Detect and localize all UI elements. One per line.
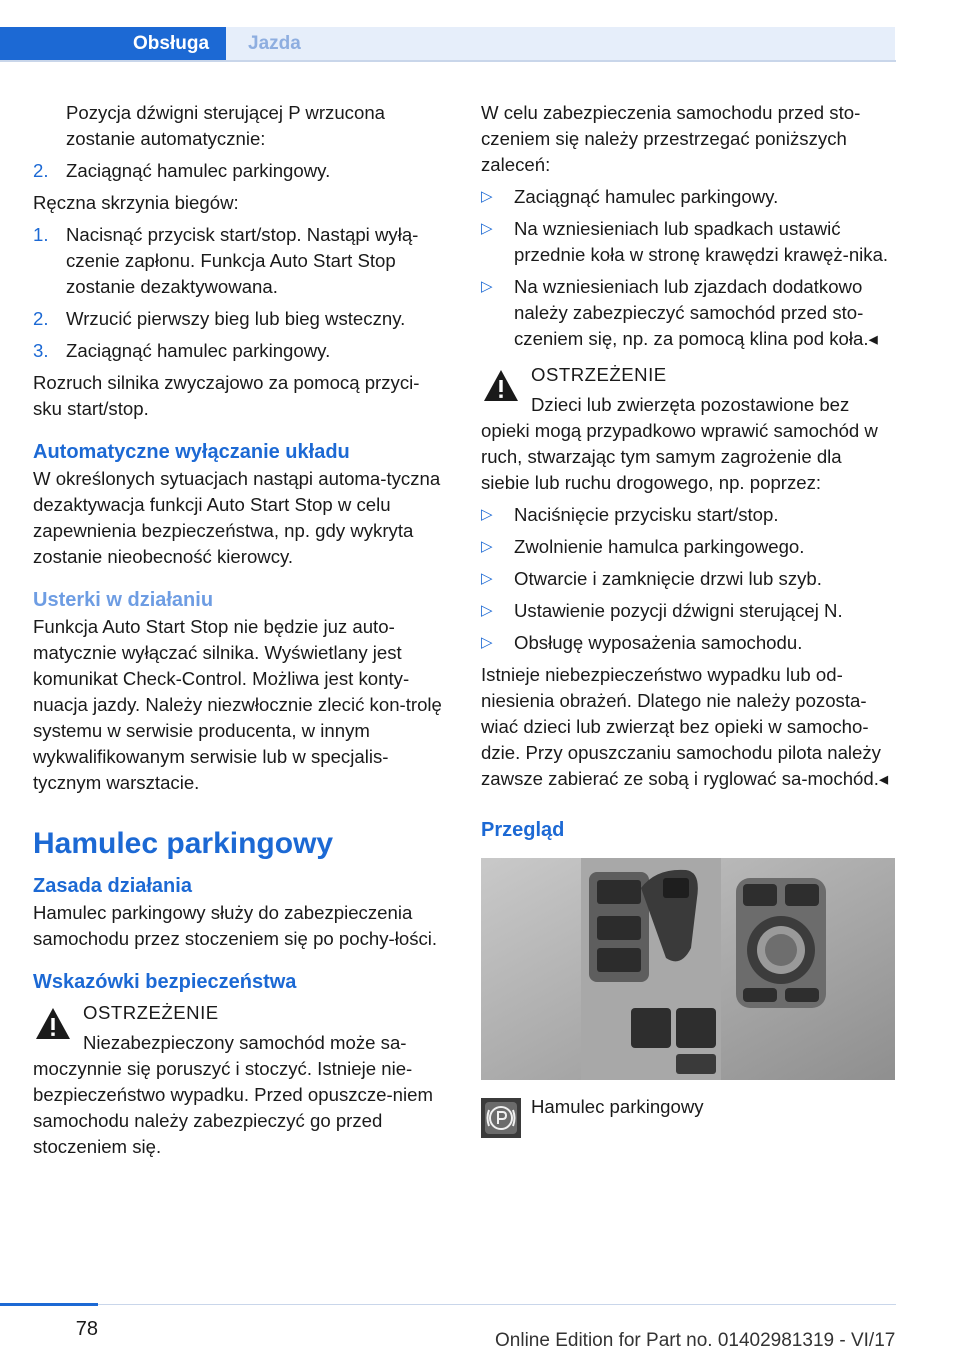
bullet-icon: ▷ bbox=[481, 634, 493, 651]
caption-text: Hamulec parkingowy bbox=[531, 1096, 704, 1117]
list-text: Zaciągnąć hamulec parkingowy. bbox=[66, 340, 331, 361]
footer-rule bbox=[98, 1304, 896, 1305]
bullet-icon: ▷ bbox=[481, 570, 493, 587]
header-tabs bbox=[0, 27, 895, 60]
list-item bbox=[33, 338, 447, 364]
list-text: Na wzniesieniach lub spadkach ustawić przednie koła w stronę krawędzi krawęż-nika. bbox=[514, 218, 889, 265]
list-item bbox=[481, 274, 895, 352]
list-item bbox=[481, 184, 895, 210]
heading-parking-brake: Hamulec parkingowy bbox=[33, 827, 334, 860]
right-column bbox=[481, 100, 895, 1138]
list-text: Zwolnienie hamulca parkingowego. bbox=[514, 536, 805, 557]
heading-faults: Usterki w działaniu bbox=[33, 589, 214, 611]
bullet-icon: ▷ bbox=[481, 220, 493, 237]
list-text: Nacisnąć przycisk start/stop. Nastąpi wyłą-czenie zapłonu. Funkcja Auto Start Stop zostanie dezaktywowana. bbox=[66, 224, 419, 297]
list-item bbox=[481, 534, 895, 560]
heading-safety: Wskazówki bezpieczeństwa bbox=[33, 971, 297, 993]
warning-text: Niezabezpieczony samochód może sa-moczynnie się poruszyć i stoczyć. Istnieje nie-bezpieczeństwo wypadku. Przed opuszcze-niem samochodu należy zabezpieczyć go przed stoczeniem się. bbox=[33, 1032, 433, 1157]
auto-off-text: W określonych sytuacjach nastąpi automa-tyczna dezaktywacja funkcji Auto Start Stop w celu zapewnienia bezpieczeństwa, np. gdy wykryta zostanie nieobecność kierowcy. bbox=[33, 468, 441, 567]
tab-obsluga[interactable]: Obsługa bbox=[0, 27, 226, 60]
list-number: 2. bbox=[33, 160, 49, 181]
list-item bbox=[481, 630, 895, 656]
heading-auto-off: Automatyczne wyłączanie układu bbox=[33, 441, 350, 463]
list-text: Otwarcie i zamknięcie drzwi lub szyb. bbox=[514, 568, 822, 589]
warning-triangle-icon bbox=[33, 1004, 73, 1044]
list-item bbox=[481, 502, 895, 528]
footer-accent-bar bbox=[0, 1303, 98, 1306]
list-text: Na wzniesieniach lub zjazdach dodatkowo należy zabezpieczyć samochód przed sto-czeniem się, np. za pomocą klina pod koła.◂ bbox=[514, 276, 878, 349]
heading-overview: Przegląd bbox=[481, 819, 565, 841]
list-text: Naciśnięcie przycisku start/stop. bbox=[514, 504, 779, 525]
edition-text: Online Edition for Part no. 01402981319 - VI/17 bbox=[495, 1330, 896, 1351]
list-text: Zaciągnąć hamulec parkingowy. bbox=[66, 160, 331, 181]
heading-principle: Zasada działania bbox=[33, 875, 192, 897]
list-item bbox=[481, 566, 895, 592]
list-text: Obsługę wyposażenia samochodu. bbox=[514, 632, 803, 653]
continued-text: Pozycja dźwigni sterującej P wrzucona zostanie automatycznie: bbox=[66, 102, 385, 149]
figure-caption bbox=[481, 1098, 895, 1138]
right-intro: W celu zabezpieczenia samochodu przed sto-czeniem się należy przestrzegać poniższych zaleceń: bbox=[481, 102, 861, 175]
warning-outro: Istnieje niebezpieczeństwo wypadku lub od-niesienia obrażeń. Dlatego nie należy pozosta-wiać dzieci lub zwierząt bez opieki w samocho-dzie. Przy opuszczaniu samochodu pilota należy zawsze zabierać ze sobą i ryglować sa-mochód.◂ bbox=[481, 664, 889, 789]
page-number: 78 bbox=[75, 1318, 98, 1340]
warning-triangle-icon bbox=[481, 366, 521, 406]
list-number: 1. bbox=[33, 224, 49, 245]
warning-text: Dzieci lub zwierzęta pozostawione bez opieki mogą przypadkowo wprawić samochód w ruch, stwarzając tym samym zagrożenie dla siebie lub ruchu drogowego, np. poprzez: bbox=[481, 394, 878, 493]
warning-title: OSTRZEŻENIE bbox=[83, 1002, 219, 1023]
list-item bbox=[33, 222, 447, 300]
restart-text: Rozruch silnika zwyczajowo za pomocą przyci-sku start/stop. bbox=[33, 372, 420, 419]
list-number: 2. bbox=[33, 308, 49, 329]
list-number: 3. bbox=[33, 340, 49, 361]
bullet-icon: ▷ bbox=[481, 538, 493, 555]
left-column bbox=[33, 100, 447, 1166]
warning-title: OSTRZEŻENIE bbox=[531, 364, 667, 385]
bullet-icon: ▷ bbox=[481, 188, 493, 205]
center-console-photo bbox=[481, 858, 895, 1080]
list-text: Wrzucić pierwszy bieg lub bieg wsteczny. bbox=[66, 308, 406, 329]
principle-text: Hamulec parkingowy służy do zabezpieczenia samochodu przez stoczeniem się po pochy-łości. bbox=[33, 902, 438, 949]
parking-brake-icon bbox=[481, 1098, 521, 1138]
tab-jazda[interactable]: Jazda bbox=[226, 27, 895, 60]
list-text: Ustawienie pozycji dźwigni sterującej N. bbox=[514, 600, 843, 621]
header-rule bbox=[0, 60, 896, 62]
manual-intro: Ręczna skrzynia biegów: bbox=[33, 192, 239, 213]
faults-text: Funkcja Auto Start Stop nie będzie juz auto-matycznie wyłączać silnika. Wyświetlany jest komunikat Check-Control. Możliwa jest konty-nuacja jazdy. Należy niezwłocznie zlecić kon-trolę systemu w serwisie producenta, w innym wykwalifikowanym serwisie lub w specjalis-tycznym warsztacie. bbox=[33, 616, 442, 793]
bullet-icon: ▷ bbox=[481, 506, 493, 523]
bullet-icon: ▷ bbox=[481, 602, 493, 619]
list-item bbox=[33, 158, 447, 184]
list-item bbox=[481, 216, 895, 268]
list-item bbox=[33, 306, 447, 332]
list-text: Zaciągnąć hamulec parkingowy. bbox=[514, 186, 779, 207]
list-item bbox=[481, 598, 895, 624]
bullet-icon: ▷ bbox=[481, 278, 493, 295]
